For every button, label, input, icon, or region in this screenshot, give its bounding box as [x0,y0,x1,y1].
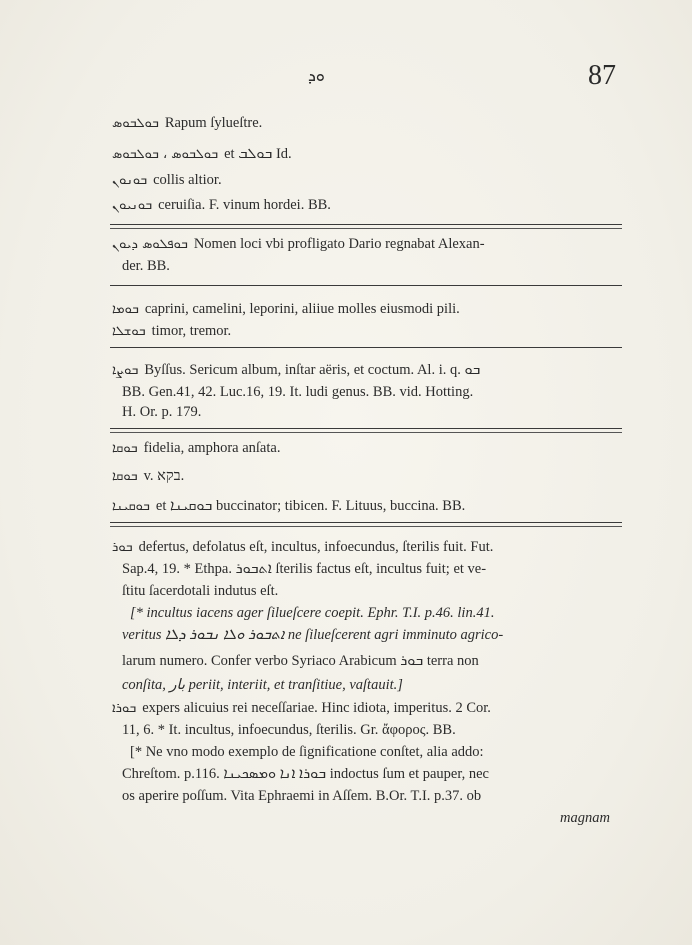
syriac-headword: ܒܘܩܝܢܐ [112,499,150,514]
entry-line: ܒܘܦܠܘܣ ܕܝܘܢ Nomen loci vbi profligato Dario regnabat Alexan- [112,236,485,252]
syriac-headword: ܒܘܦܠܘܣ ܕܝܘܢ [112,237,188,252]
page-number: 87 [588,60,616,91]
entry-line: ܒܘܩܐ fidelia, amphora anſata. [112,440,281,456]
catchword: magnam [560,810,610,826]
section-rule [110,428,622,429]
syriac-headword: ܒܘܨܐ [112,363,139,378]
syriac-headword: ܒܘܠܒܘܣ ، ܒܘܠܒܘܣ [112,147,219,162]
entry-line: veritus ܐܬܒܘܪ ܘܠܐ ܢܒܘܪ ܕܠܐ ne ſilueſcerent agri imminuto agrico- [122,627,504,643]
entry-line: ܒܘܢܝܘܢ ceruiſia. F. vinum hordei. BB. [112,197,331,213]
entry-line: H. Or. p. 179. [122,404,202,420]
syriac-headword: ܒܘܡܐ [112,302,139,317]
syriac-headword: ܒܘܠܒܘܣ [112,116,159,131]
syriac-headword: ܒܘܢܝܘܢ [112,198,153,213]
syriac-headword: ܒܘܪ [112,540,133,555]
entry-line: Chreſtom. p.116. ܒܘܪܐ ܐܢܐ ܘܡܣܟܝܢܐ indoctus ſum et pauper, nec [122,766,489,782]
syriac-headword: ܒܘܫܠܐ [112,324,146,339]
entry-line: ܒܘܩܝܢܐ et ܒܘܩܝܢܐ buccinator; tibicen. F. Lituus, buccina. BB. [112,498,466,514]
syriac-headword: ܒܘܩܐ [112,469,138,484]
entry-line: ܒܘܫܠܐ timor, tremor. [112,323,232,339]
entry-line: [* incultus iacens ager ſilueſcere coepit. Ephr. T.I. p.46. lin.41. [130,605,495,621]
entry-line: larum numero. Confer verbo Syriaco Arabicum ܒܘܪ terra non [122,653,479,669]
entry-line: Sap.4, 19. * Ethpa. ܐܬܒܘܪ ſterilis factus eſt, incultus fuit; et ve- [122,561,487,577]
entry-line: [* Ne vno modo exemplo de ſignificatione conſtet, alia addo: [130,744,484,760]
entry-line: der. BB. [122,258,170,274]
entry-line: ܒܘܢܘܢ collis altior. [112,172,222,188]
section-rule [110,224,622,225]
entry-line: os aperire poſſum. Vita Ephraemi in Aſſem. B.Or. T.I. p.37. ob [122,788,482,804]
entry-line: ܒܘܪ defertus, defolatus eſt, incultus, infoecundus, ſterilis fuit. Fut. [112,539,494,555]
entry-line: ܒܘܠܒܘܣ ، ܒܘܠܒܘܣ et ܒܘܠܒ Id. [112,146,292,162]
section-rule [110,522,622,523]
entry-line: BB. Gen.41, 42. Luc.16, 19. It. ludi genus. BB. vid. Hotting. [122,384,474,400]
section-rule [110,526,622,527]
syriac-headword: ܒܘܩܐ [112,441,138,456]
syriac-running-head: ܘܕ [308,68,325,85]
entry-line: ܒܘܩܐ v. בקא. [112,468,185,484]
syriac-headword: ܒܘܪܐ [112,701,137,716]
entry-line: 11, 6. * It. incultus, infoecundus, ſterilis. Gr. ἄφορος. BB. [122,722,456,738]
entry-line: ܒܘܠܒܘܣ Rapum ſylueſtre. [112,115,263,131]
entry-line: ܒܘܨܐ Byſſus. Sericum album, inſtar aëris, et coctum. Al. i. q. ܒܘ [112,362,481,378]
entry-line: ܒܘܪܐ expers alicuius rei neceſſariae. Hinc idiota, imperitus. 2 Cor. [112,700,491,716]
syriac-headword: ܒܘܢܘܢ [112,173,148,188]
section-rule [110,285,622,286]
section-rule [110,347,622,348]
entry-line: ܒܘܡܐ caprini, camelini, leporini, aliiue molles eiusmodi pili. [112,301,460,317]
section-rule [110,432,622,433]
section-rule [110,228,622,229]
entry-line: ſtitu ſacerdotali indutus eſt. [122,583,279,599]
entry-line: conſita, بار periit, interiit, et tranſitiue, vaſtauit.] [122,677,403,693]
